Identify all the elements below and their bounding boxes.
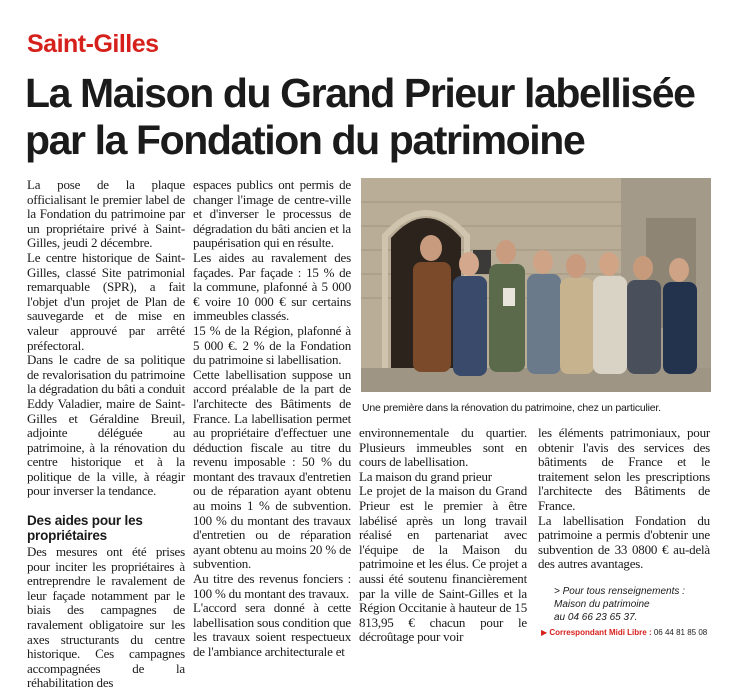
contact-line: > Pour tous renseignements : [554,586,685,597]
paragraph: Le centre historique de Saint-Gilles, classé Site patrimonial remarquable (SPR), a fait l'objet d'un projet de Plan de sauvegarde et de mise en valeur approuvé par arrêté préfectoral. [27,249,185,353]
paragraph: Le projet de la maison du Grand Prieur est le premier à être labélisé après un long travail réalisé en partenariat avec l'équipe de la Maison du patrimoine et les élus. Ce projet a aussi été soutenu financièrement par la ville de Saint-Gilles et la Région Occitanie à hauteur de 15 813,95 € chacun pour le décroûtage pour voir [359,483,527,645]
contact-line: au 04 66 23 65 37. [554,612,638,623]
paragraph: les éléments patrimoniaux, pour obtenir l'avis des services des bâtiments de France et le traitement selon les prescriptions l'architecte des Bâtiments de France. [538,425,710,513]
paragraph: Au titre des revenus fonciers : 100 % du montant des travaux. [193,571,351,601]
article-column-3 [359,426,527,645]
paragraph: La pose de la plaque officialisant le premier label de la Fondation du patrimoine par un propriétaire privé à Saint-Gilles, jeudi 2 décembre. [27,177,185,251]
paragraph: Des mesures ont été prises pour inciter les propriétaires à entreprendre le ravalement de leur façade notamment par le biais des campagnes de ravalement obligatoire sur les axes structurants du centre historique. Ces campagnes accompagnées de la réhabilitation des [27,544,185,691]
paragraph: La labellisation Fondation du patrimoine a permis d'obtenir une subvention de 33 0800 € au-delà des autres avantages. [538,512,710,572]
photo-illustration [361,178,711,392]
article-photo [361,178,711,392]
paragraph: Cette labellisation suppose un accord préalable de la part de l'architecte des Bâtiments de France. La labellisation permet au propriétaire d'effectuer une déduction fiscale au titre du revenu imposable : 50 % du montant des travaux d'entretien ou de réparation ayant obtenu au moins 1 % de subvention. 100 % du montant des travaux d'entretien ou de réparation ayant obtenu au moins 20 % de subvention. [193,366,351,572]
contact-line: Maison du patrimoine [554,599,650,610]
paragraph: Les aides au ravalement des façades. Par façade : 15 % de la commune, plafonné à 5 000 € voire 10 000 € sur certains immeubles classés. [193,249,351,324]
photo-caption: Une première dans la rénovation du patrimoine, chez un particulier. [362,402,661,414]
correspondent-credit [541,628,707,638]
article-kicker: Saint-Gilles [27,30,159,58]
article-column-2 [193,178,351,660]
headline-line-1: La Maison du Grand Prieur labellisée [25,70,695,116]
correspondent-label: Correspondant Midi Libre : [549,628,652,637]
paragraph-heading: La maison du grand prieur [359,468,492,484]
article-headline [25,70,725,164]
headline-line-2: par la Fondation du patrimoine [25,117,585,163]
correspondent-phone: 06 44 81 85 08 [653,628,708,637]
paragraph: Dans le cadre de sa politique de revalorisation du patrimoine la dégradation du bâti a conduit Eddy Valadier, maire de Saint-Gilles et Géraldine Breuil, adjointe déléguée au patrimoine, à la rénovation du centre historique et à la politique de la ville, à réagir pour inverser la tendance. [27,352,185,499]
paragraph: espaces publics ont permis de changer l'image de centre-ville et d'inverser le processus de dégradation du bâti ancien et la paupérisation qui en résulte. [193,177,351,251]
contact-info [554,585,724,624]
paragraph: environnementale du quartier. Plusieurs immeubles sont en cours de labellisation. [359,425,527,470]
paragraph: L'accord sera donné à cette labellisation sous condition que les travaux soient respectueux de l'ambiance architecturale et [193,600,351,659]
section-subhead: Des aides pour les propriétaires [27,513,143,544]
article-column-1 [27,178,185,691]
article-column-4 [538,426,710,572]
triangle-right-icon: ▶ [541,628,548,637]
paragraph: 15 % de la Région, plafonné à 5 000 €. 2 % de la Fondation du patrimoine si labellisation. [193,322,351,368]
